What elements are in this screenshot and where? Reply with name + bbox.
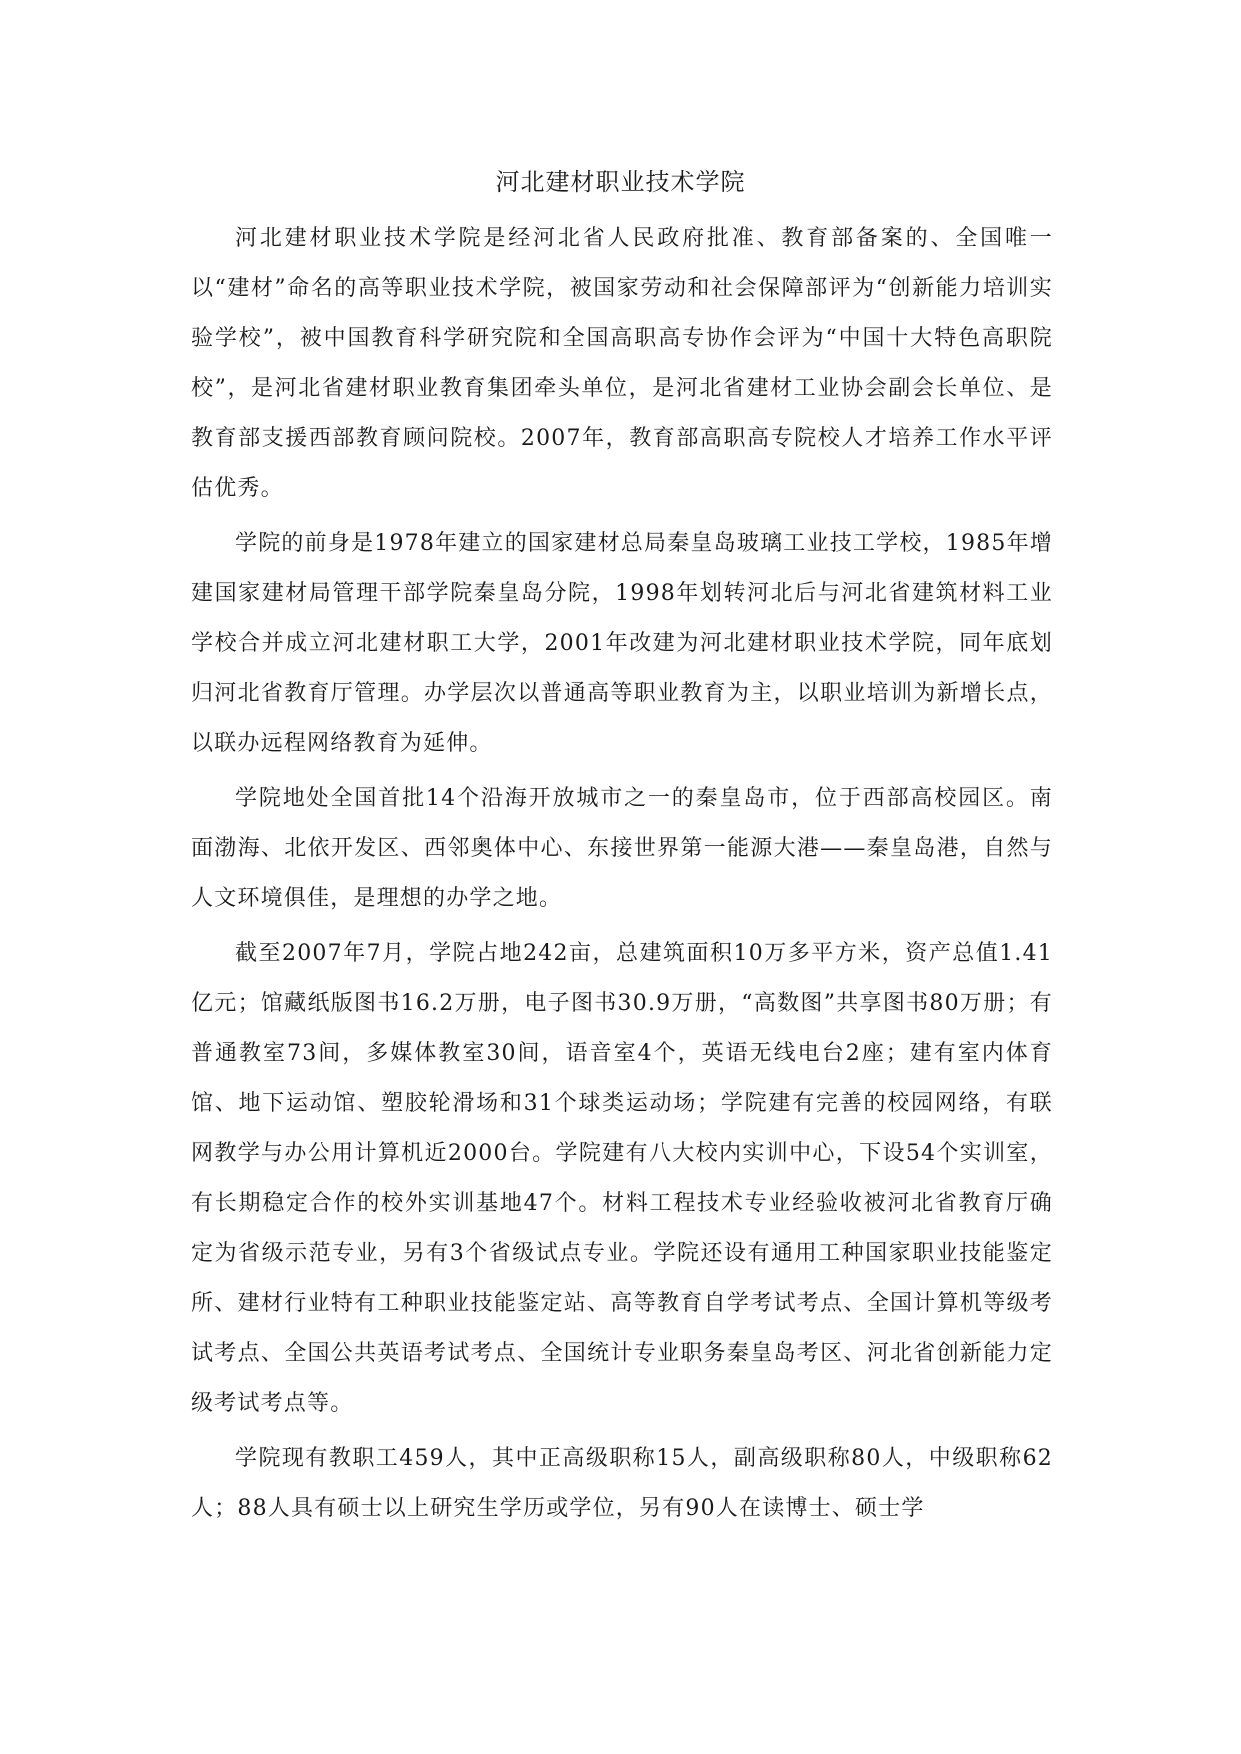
document-body	[191, 214, 1053, 1539]
paragraph: 学院现有教职工459人，其中正高级职称15人，副高级职称80人，中级职称62人；88人具有硕士以上研究生学历或学位，另有90人在读博士、硕士学	[191, 1446, 1053, 1521]
paragraph: 学院的前身是1978年建立的国家建材总局秦皇岛玻璃工业技工学校，1985年增建国家建材局管理干部学院秦皇岛分院，1998年划转河北后与河北省建筑材料工业学校合并成立河北建材职工大学，2001年改建为河北建材职业技术学院，同年底划归河北省教育厅管理。办学层次以普通高等职业教育为主，以职业培训为新增长点，以联办远程网络教育为延伸。	[191, 531, 1053, 756]
paragraph: 截至2007年7月，学院占地242亩，总建筑面积10万多平方米，资产总值1.41亿元；馆藏纸版图书16.2万册，电子图书30.9万册，“高数图”共享图书80万册；有普通教室73间，多媒体教室30间，语音室4个，英语无线电台2座；建有室内体育馆、地下运动馆、塑胶轮滑场和31个球类运动场；学院建有完善的校园网络，有联网教学与办公用计算机近2000台。学院建有八大校内实训中心，下设54个实训室，有长期稳定合作的校外实训基地47个。材料工程技术专业经验收被河北省教育厅确定为省级示范专业，另有3个省级试点专业。学院还设有通用工种国家职业技能鉴定所、建材行业特有工种职业技能鉴定站、高等教育自学考试考点、全国计算机等级考试考点、全国公共英语考试考点、全国统计专业职务秦皇岛考区、河北省创新能力定级考试考点等。	[191, 941, 1053, 1416]
document-title: 河北建材职业技术学院	[495, 168, 746, 196]
paragraph: 学院地处全国首批14个沿海开放城市之一的秦皇岛市，位于西部高校园区。南面渤海、北依开发区、西邻奥体中心、东接世界第一能源大港——秦皇岛港，自然与人文环境俱佳，是理想的办学之地。	[191, 786, 1053, 911]
paragraph: 河北建材职业技术学院是经河北省人民政府批准、教育部备案的、全国唯一以“建材”命名的高等职业技术学院，被国家劳动和社会保障部评为“创新能力培训实验学校”，被中国教育科学研究院和全国高职高专协作会评为“中国十大特色高职院校”，是河北省建材职业教育集团牵头单位，是河北省建材工业协会副会长单位、是教育部支援西部教育顾问院校。2007年，教育部高职高专院校人才培养工作水平评估优秀。	[191, 226, 1053, 501]
